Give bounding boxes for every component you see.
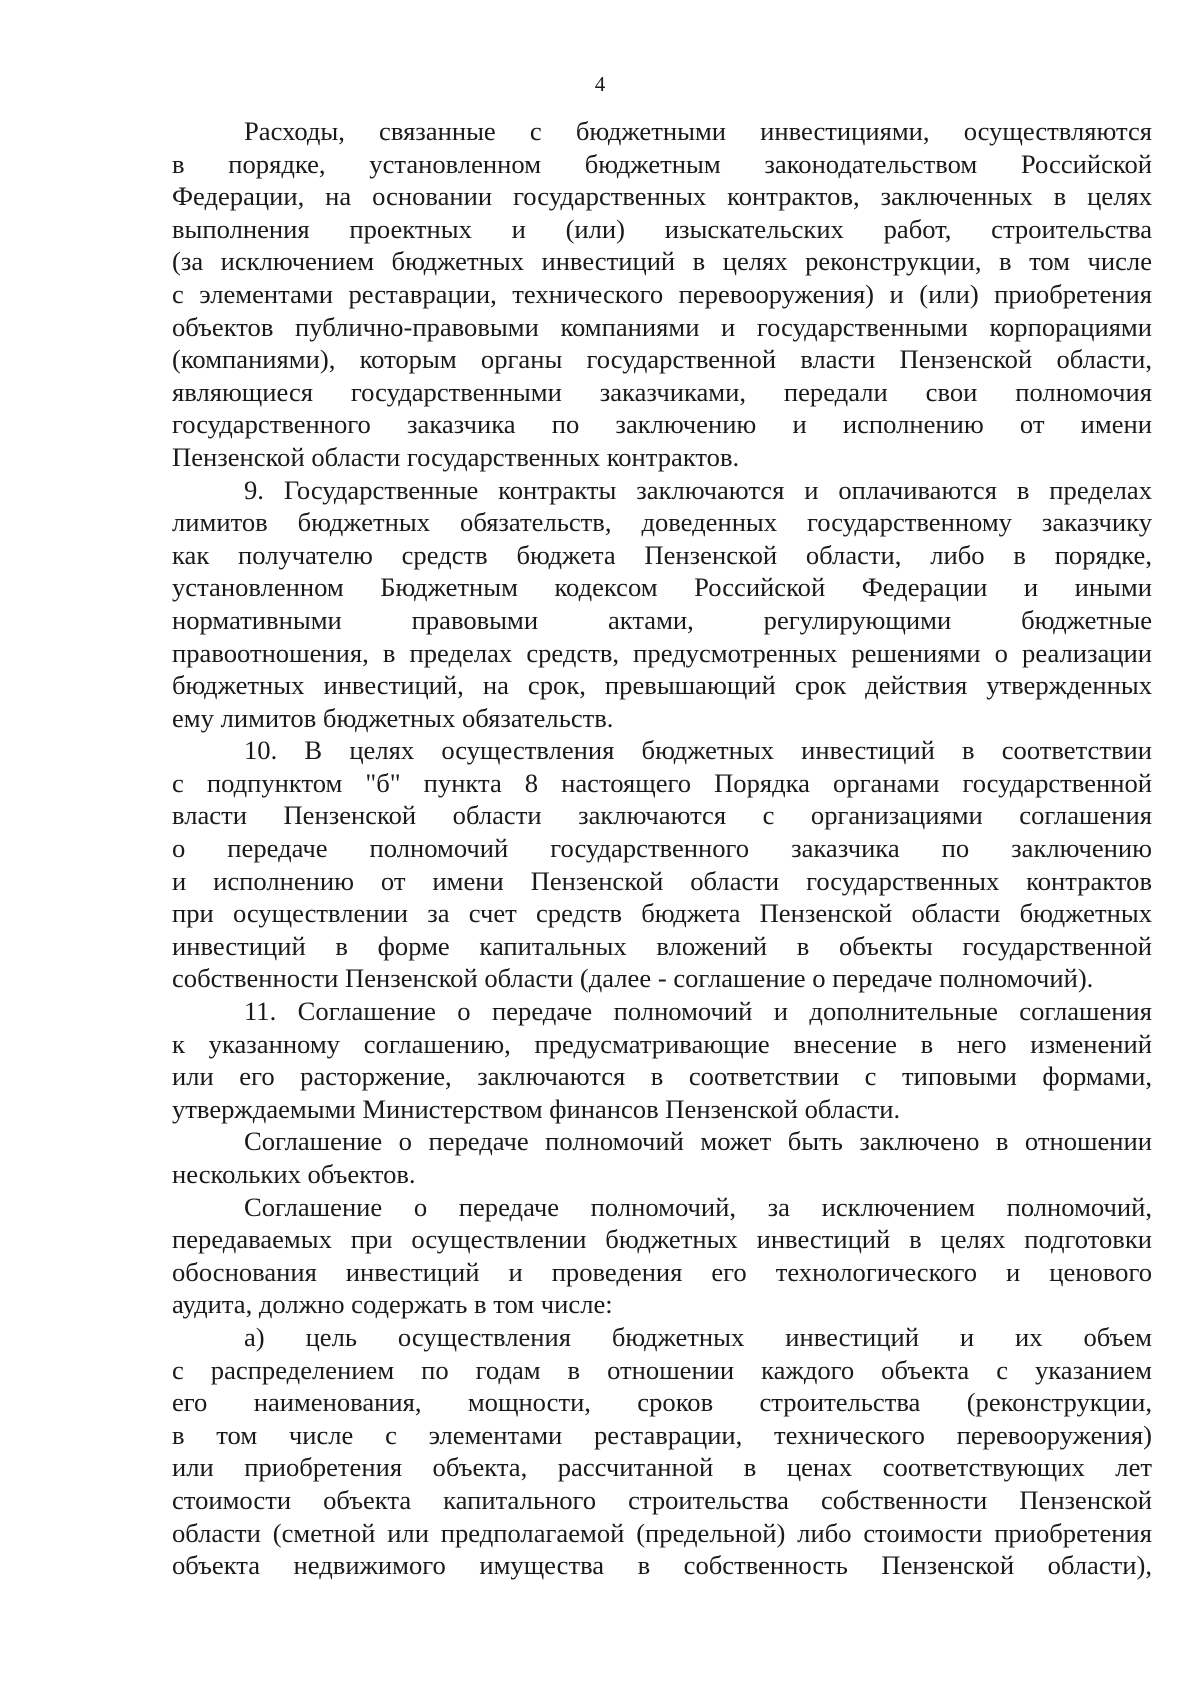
text-line: и исполнению от имени Пензенской области государственных контрактов	[172, 865, 1152, 896]
text-line: Федерации, на основании государственных контрактов, заключенных в целях	[172, 181, 1152, 212]
text-line: о передаче полномочий государственного заказчика по заключению	[172, 833, 1152, 864]
text-line: аудита, должно содержать в том числе:	[172, 1289, 613, 1320]
text-line: Пензенской области государственных контрактов.	[172, 441, 740, 472]
text-line: с подпунктом "б" пункта 8 настоящего Порядка органами государственной	[172, 767, 1152, 798]
text-line: являющиеся государственными заказчиками, передали свои полномочия	[172, 376, 1152, 407]
text-line: утверждаемыми Министерством финансов Пензенской области.	[172, 1093, 901, 1124]
text-line: 9. Государственные контракты заключаются и оплачиваются в пределах	[244, 474, 1152, 505]
text-line: в том числе с элементами реставрации, технического перевооружения)	[172, 1419, 1152, 1450]
text-line: объекта недвижимого имущества в собственность Пензенской области),	[172, 1550, 1152, 1581]
text-line: 10. В целях осуществления бюджетных инвестиций в соответствии	[244, 735, 1152, 766]
text-line: обоснования инвестиций и проведения его технологического и ценового	[172, 1256, 1152, 1287]
text-line: или его расторжение, заключаются в соответствии с типовыми формами,	[172, 1061, 1152, 1092]
text-line: 11. Соглашение о передаче полномочий и дополнительные соглашения	[244, 996, 1152, 1027]
text-line: нормативными правовыми актами, регулирующими бюджетные	[172, 604, 1152, 635]
page-number: 4	[594, 72, 606, 96]
text-line: объектов публично-правовыми компаниями и государственными корпорациями	[172, 311, 1152, 342]
text-line: или приобретения объекта, рассчитанной в ценах соответствующих лет	[172, 1452, 1152, 1483]
text-line: при осуществлении за счет средств бюджета Пензенской области бюджетных	[172, 898, 1152, 929]
text-line: бюджетных инвестиций, на срок, превышающий срок действия утвержденных	[172, 670, 1152, 701]
text-line: области (сметной или предполагаемой (предельной) либо стоимости приобретения	[172, 1517, 1152, 1548]
text-line: (компаниями), которым органы государственной власти Пензенской области,	[172, 344, 1152, 375]
text-line: Соглашение о передаче полномочий, за исключением полномочий,	[244, 1191, 1152, 1222]
text-line: правоотношения, в пределах средств, предусмотренных решениями о реализации	[172, 637, 1152, 668]
text-line: а) цель осуществления бюджетных инвестиций и их объем	[244, 1321, 1152, 1352]
text-line: с распределением по годам в отношении каждого объекта с указанием	[172, 1354, 1152, 1385]
text-line: с элементами реставрации, технического перевооружения) и (или) приобретения	[172, 278, 1152, 309]
text-line: его наименования, мощности, сроков строительства (реконструкции,	[172, 1387, 1152, 1418]
text-line: к указанному соглашению, предусматривающие внесение в него изменений	[172, 1028, 1152, 1059]
text-line: в порядке, установленном бюджетным законодательством Российской	[172, 148, 1152, 179]
text-line: лимитов бюджетных обязательств, доведенных государственному заказчику	[172, 507, 1152, 538]
text-line: власти Пензенской области заключаются с организациями соглашения	[172, 800, 1152, 831]
text-line: Соглашение о передаче полномочий может быть заключено в отношении	[244, 1126, 1152, 1157]
text-line: стоимости объекта капитального строительства собственности Пензенской	[172, 1484, 1152, 1515]
text-line: Расходы, связанные с бюджетными инвестициями, осуществляются	[244, 116, 1152, 146]
text-line: (за исключением бюджетных инвестиций в целях реконструкции, в том числе	[172, 246, 1152, 277]
text-line: инвестиций в форме капитальных вложений в объекты государственной	[172, 930, 1152, 961]
text-line: установленном Бюджетным кодексом Российской Федерации и иными	[172, 572, 1152, 603]
document-body	[172, 115, 1152, 1582]
text-line: выполнения проектных и (или) изыскательских работ, строительства	[172, 213, 1152, 244]
text-line: собственности Пензенской области (далее - соглашение о передаче полномочий).	[172, 963, 1094, 994]
text-line: передаваемых при осуществлении бюджетных инвестиций в целях подготовки	[172, 1224, 1152, 1255]
text-line: как получателю средств бюджета Пензенской области, либо в порядке,	[172, 539, 1152, 570]
text-line: государственного заказчика по заключению и исполнению от имени	[172, 409, 1152, 440]
text-line: нескольких объектов.	[172, 1159, 416, 1189]
text-line: ему лимитов бюджетных обязательств.	[172, 702, 614, 733]
